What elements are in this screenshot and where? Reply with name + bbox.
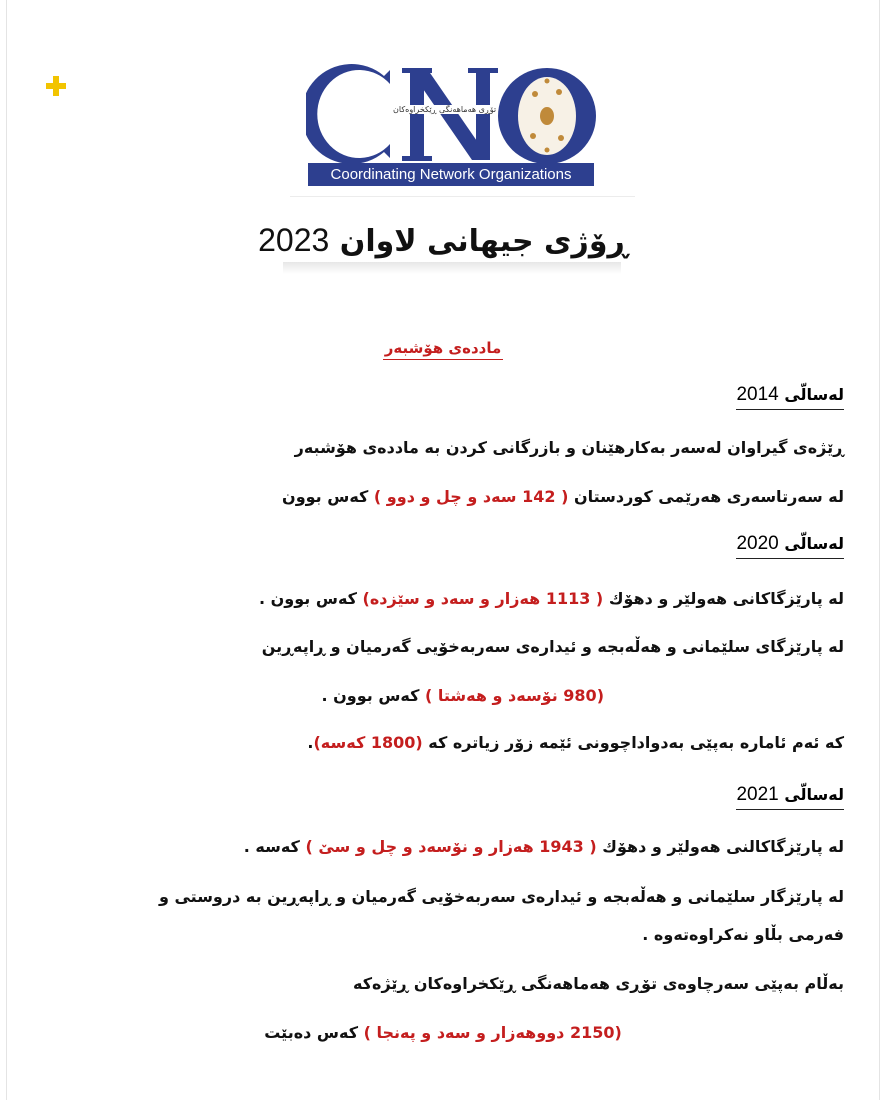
text-line: کە ئەم ئامارە بەپێی بەدواداچوونی ئێمە زۆر زیاترە کە (1800 کەسە). xyxy=(307,733,844,752)
highlight-count: (1800 کەسە) xyxy=(313,733,423,752)
logo-kurdish-name: تۆڕی هەماهەنگی ڕێکخراوەکان xyxy=(393,105,497,114)
text-line: لە پارێزگار سلێمانی و هەڵەبجە و ئیدارەی سەربەخۆیی گەرمیان و ڕاپەڕین بە دروستی و xyxy=(158,887,844,906)
text-line: بەڵام بەپێی سەرچاوەی تۆڕی هەماهەنگی ڕێکخراوەکان ڕێژەکە xyxy=(352,974,844,993)
logo-letter-n xyxy=(402,68,498,161)
text-line: فەرمی بڵاو نەکراوەتەوە . xyxy=(642,925,844,944)
text-line: (2150 دووهەزار و سەد و پەنجا ) کەس دەبێت xyxy=(264,1023,622,1042)
highlight-count: ( 142 سەد و چل و دوو ) xyxy=(373,487,569,506)
text-line: لە پارێزگاکالنی هەولێر و دهۆك ( 1943 هەزار و نۆسەد و چل و سێ ) کەسە . xyxy=(243,837,844,856)
text-line: لە پارێزگای سلێمانی و هەڵەبجە و ئیدارەی سەربەخۆیی گەرمیان و ڕاپەڕین xyxy=(261,637,844,656)
cno-logo xyxy=(306,62,598,190)
plus-icon[interactable] xyxy=(46,76,66,96)
title-year: 2023 xyxy=(258,222,330,258)
heading-2021: لەسالّی 2021 xyxy=(736,784,844,810)
highlight-count: (2150 دووهەزار و سەد و پەنجا ) xyxy=(363,1023,622,1042)
subtitle xyxy=(0,338,886,360)
subtitle-text: ماددەی هۆشبەر xyxy=(383,339,504,360)
title-text: ڕۆژی جیهانی لاوان xyxy=(339,224,628,259)
highlight-count: (980 نۆسەد و هەشتا ) xyxy=(424,686,604,705)
highlight-count: ( 1113 هەزار و سەد و سێزدە) xyxy=(362,589,604,608)
title-reflection xyxy=(283,262,621,274)
divider xyxy=(290,196,635,197)
logo-letter-o xyxy=(498,68,596,164)
text-line: لە پارێزگاکانی هەولێر و دهۆك ( 1113 هەزار و سەد و سێزدە) کەس بوون . xyxy=(259,589,844,608)
page-title xyxy=(0,222,886,259)
heading-2020: لەسالّی 2020 xyxy=(736,533,844,559)
logo-letter-c xyxy=(306,64,390,164)
text-line: لە سەرتاسەری هەرێمی کوردستان ( 142 سەد و چل و دوو ) کەس بوون xyxy=(282,487,844,506)
cno-logo-letters xyxy=(306,62,598,166)
text-line: (980 نۆسەد و هەشتا ) کەس بوون . xyxy=(321,686,604,705)
text-line: ڕێژەی گیراوان لەسەر بەکارهێنان و بازرگانی کردن بە ماددەی هۆشبەر xyxy=(294,438,844,457)
highlight-count: ( 1943 هەزار و نۆسەد و چل و سێ ) xyxy=(305,837,597,856)
logo-english-name: Coordinating Network Organizations xyxy=(308,163,594,186)
heading-2014: لەسالّی 2014 xyxy=(736,384,844,410)
